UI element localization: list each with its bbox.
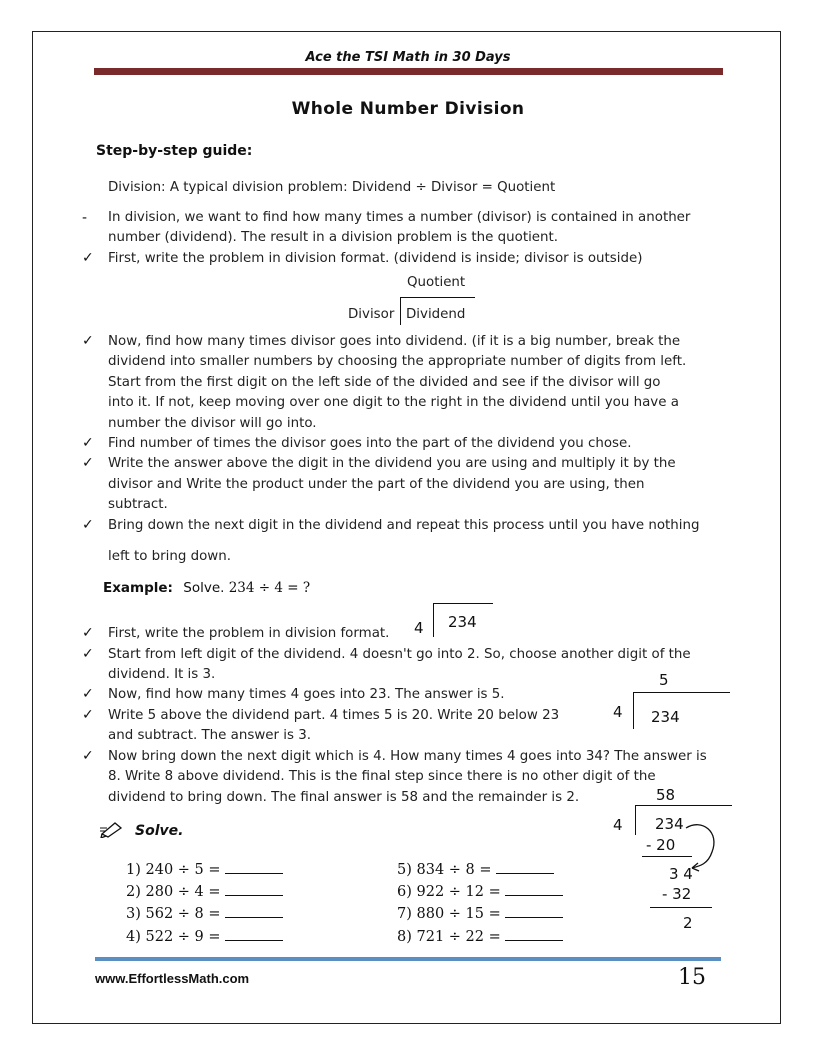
solve-label: Solve. [135, 823, 184, 839]
problem-text: 1) 240 ÷ 5 = [126, 862, 221, 878]
diag3-quotient: 58 [656, 786, 676, 804]
check-icon: ✓ [82, 333, 94, 349]
example-problem: 234 ÷ 4 = ? [228, 580, 311, 596]
bullet-line: Find number of times the divisor goes into the part of the dividend you chose. [108, 436, 632, 451]
check-icon: ✓ [82, 748, 94, 764]
example-step: First, write the problem in division format. [108, 626, 390, 641]
footer-url[interactable]: www.EffortlessMath.com [95, 971, 250, 986]
bullet-line: dividend into smaller numbers by choosing the appropriate number of digits from left. [108, 354, 687, 369]
diag3-divisor: 4 [613, 816, 623, 834]
dash-marker: - [82, 210, 88, 226]
example-label: Example: [103, 580, 173, 596]
diag3-subtract-1: - 20 [646, 836, 676, 854]
check-icon: ✓ [82, 250, 94, 266]
problem-item [397, 905, 563, 922]
answer-blank[interactable] [505, 883, 563, 896]
format-divisor: Divisor [348, 307, 395, 322]
example-step: Write 5 above the dividend part. 4 times 5 is 20. Write 20 below 23 [108, 708, 560, 723]
example-step: and subtract. The answer is 3. [108, 728, 312, 743]
problem-item [397, 861, 554, 878]
check-icon: ✓ [82, 517, 94, 533]
problem-item [126, 928, 283, 945]
problem-text: 3) 562 ÷ 8 = [126, 906, 221, 922]
example-step: Now, find how many times 4 goes into 23. The answer is 5. [108, 687, 505, 702]
pencil-icon [99, 820, 125, 838]
diag1-bracket [433, 603, 434, 637]
answer-blank[interactable] [225, 883, 283, 896]
division-bar [400, 297, 475, 298]
bullet-line: In division, we want to find how many times a number (divisor) is contained in another [108, 210, 691, 225]
answer-blank[interactable] [225, 861, 283, 874]
diag3-subtract-2: - 32 [662, 885, 692, 903]
check-icon: ✓ [82, 455, 94, 471]
problem-item [126, 883, 283, 900]
check-icon: ✓ [82, 686, 94, 702]
diag2-bracket [633, 692, 634, 729]
diag3-remainder-1: 3 4 [669, 865, 693, 883]
check-icon: ✓ [82, 435, 94, 451]
diag2-bar [633, 692, 730, 693]
example-step: dividend. It is 3. [108, 667, 216, 682]
problem-text: 4) 522 ÷ 9 = [126, 929, 221, 945]
guide-heading: Step-by-step guide: [96, 143, 253, 159]
diag2-dividend: 234 [651, 708, 680, 726]
bullet-line: subtract. [108, 497, 168, 512]
example-step: Start from left digit of the dividend. 4 doesn't go into 2. So, choose another digit of the [108, 647, 691, 662]
check-icon: ✓ [82, 625, 94, 641]
diag3-bracket [635, 805, 636, 835]
answer-blank[interactable] [225, 928, 283, 941]
bullet-line: number (dividend). The result in a division problem is the quotient. [108, 230, 559, 245]
format-dividend: Dividend [406, 307, 466, 322]
bullet-line: Start from the first digit on the left side of the divided and see if the divisor will go [108, 375, 661, 390]
problem-item [397, 928, 563, 945]
problem-item [397, 883, 563, 900]
diag2-divisor: 4 [613, 703, 623, 721]
bring-down-arrow-icon [680, 818, 720, 878]
example-step: Now bring down the next digit which is 4. How many times 4 goes into 34? The answer is [108, 749, 707, 764]
bullet-line: Now, find how many times divisor goes into dividend. (if it is a big number, break the [108, 334, 681, 349]
diag3-bar [635, 805, 732, 806]
bullet-line: number the divisor will go into. [108, 416, 317, 431]
problem-text: 6) 922 ÷ 12 = [397, 884, 501, 900]
book-title: Ace the TSI Math in 30 Days [305, 50, 511, 65]
bullet-line: divisor and Write the product under the part of the dividend you are using, then [108, 477, 645, 492]
footer-divider [95, 957, 721, 961]
example-solve-word: Solve. [183, 580, 225, 596]
diag1-dividend: 234 [448, 613, 477, 631]
diag3-remainder-2: 2 [683, 914, 693, 932]
bullet-line: Bring down the next digit in the dividend and repeat this process until you have nothing [108, 518, 700, 533]
diag3-subtract-line-2 [650, 907, 712, 908]
problem-item [126, 905, 283, 922]
answer-blank[interactable] [225, 905, 283, 918]
division-bracket [400, 297, 401, 325]
problem-item [126, 861, 283, 878]
problem-text: 2) 280 ÷ 4 = [126, 884, 221, 900]
problem-text: 5) 834 ÷ 8 = [397, 862, 492, 878]
answer-blank[interactable] [505, 905, 563, 918]
diag3-dividend: 234 [655, 815, 684, 833]
page-title: Whole Number Division [291, 99, 525, 119]
diag1-bar [433, 603, 493, 604]
bullet-line: left to bring down. [108, 549, 232, 564]
format-quotient: Quotient [407, 275, 466, 290]
bullet-line: Write the answer above the digit in the dividend you are using and multiply it by the [108, 456, 676, 471]
intro-text: Division: A typical division problem: Dividend ÷ Divisor = Quotient [108, 180, 556, 195]
bullet-line: First, write the problem in division format. (dividend is inside; divisor is outside) [108, 251, 643, 266]
example-heading [103, 580, 310, 596]
problem-text: 7) 880 ÷ 15 = [397, 906, 501, 922]
bullet-line: into it. If not, keep moving over one digit to the right in the dividend until you have a [108, 395, 679, 410]
header-divider [94, 68, 723, 75]
page-number: 15 [678, 965, 706, 990]
problem-text: 8) 721 ÷ 22 = [397, 929, 501, 945]
answer-blank[interactable] [496, 861, 554, 874]
diag2-quotient: 5 [659, 671, 669, 689]
check-icon: ✓ [82, 646, 94, 662]
check-icon: ✓ [82, 707, 94, 723]
example-step: 8. Write 8 above dividend. This is the final step since there is no other digit of the [108, 769, 656, 784]
diag1-divisor: 4 [414, 619, 424, 637]
answer-blank[interactable] [505, 928, 563, 941]
example-step: dividend to bring down. The final answer is 58 and the remainder is 2. [108, 790, 580, 805]
